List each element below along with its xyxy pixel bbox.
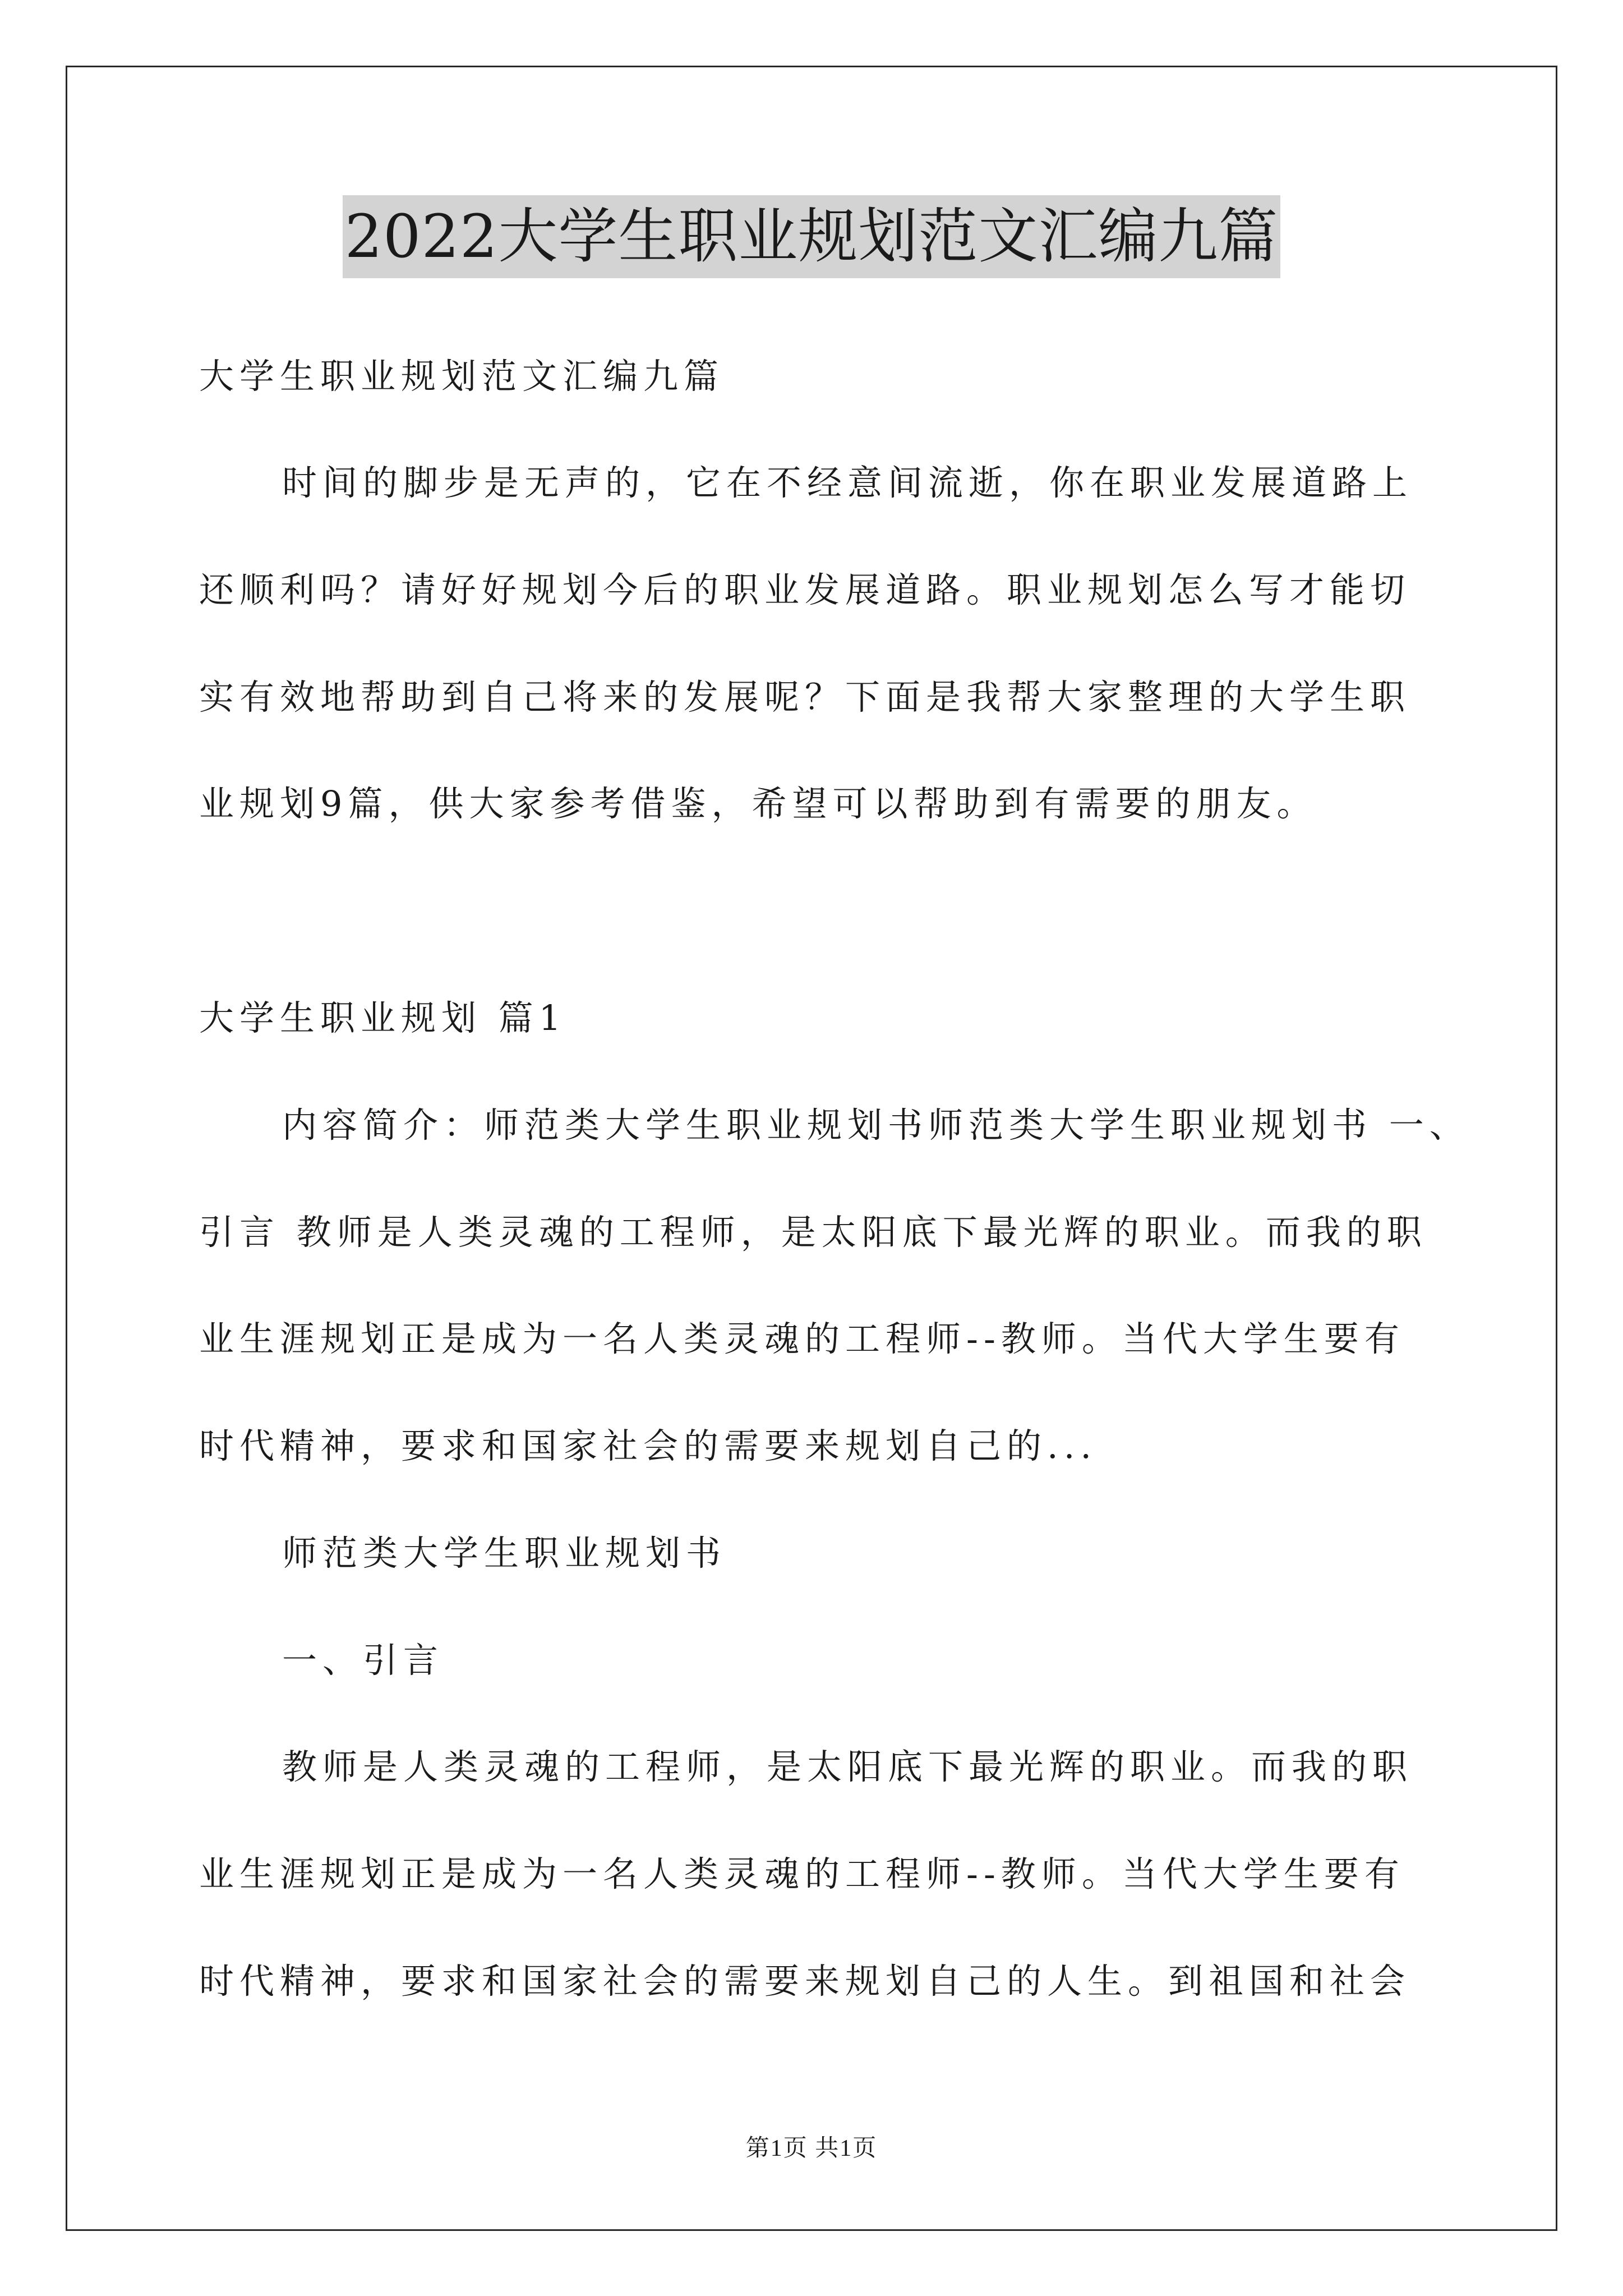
summary-line-4: 时代精神，要求和国家社会的需要来规划自己的... (199, 1425, 1098, 1466)
summary-line-2: 引言 教师是人类灵魂的工程师，是太阳底下最光辉的职业。而我的职 (199, 1212, 1427, 1253)
title-container (0, 195, 1623, 278)
body-line-3: 时代精神，要求和国家社会的需要来规划自己的人生。到祖国和社会 (199, 1961, 1411, 2001)
section-heading: 大学生职业规划 篇1 (199, 997, 567, 1038)
body-line-2: 业生涯规划正是成为一名人类灵魂的工程师--教师。当代大学生要有 (199, 1853, 1405, 1894)
summary-line-1: 内容简介：师范类大学生职业规划书师范类大学生职业规划书 一、 (282, 1105, 1470, 1145)
intro-heading: 一、引言 (282, 1640, 444, 1681)
intro-line-1: 时间的脚步是无声的，它在不经意间流逝，你在职业发展道路上 (282, 462, 1413, 503)
summary-line-3: 业生涯规划正是成为一名人类灵魂的工程师--教师。当代大学生要有 (199, 1318, 1405, 1359)
page-footer: 第1页 共1页 (745, 2136, 878, 2161)
intro-line-2: 还顺利吗？请好好规划今后的职业发展道路。职业规划怎么写才能切 (199, 569, 1411, 610)
intro-line-4: 业规划9篇，供大家参考借鉴，希望可以帮助到有需要的朋友。 (199, 783, 1317, 824)
intro-line-3: 实有效地帮助到自己将来的发展呢？下面是我帮大家整理的大学生职 (199, 677, 1411, 717)
body-line-1: 教师是人类灵魂的工程师，是太阳底下最光辉的职业。而我的职 (282, 1746, 1413, 1787)
doc-title-line: 师范类大学生职业规划书 (282, 1533, 727, 1573)
document-title: 2022大学生职业规划范文汇编九篇 (343, 195, 1281, 278)
subtitle: 大学生职业规划范文汇编九篇 (199, 356, 725, 397)
